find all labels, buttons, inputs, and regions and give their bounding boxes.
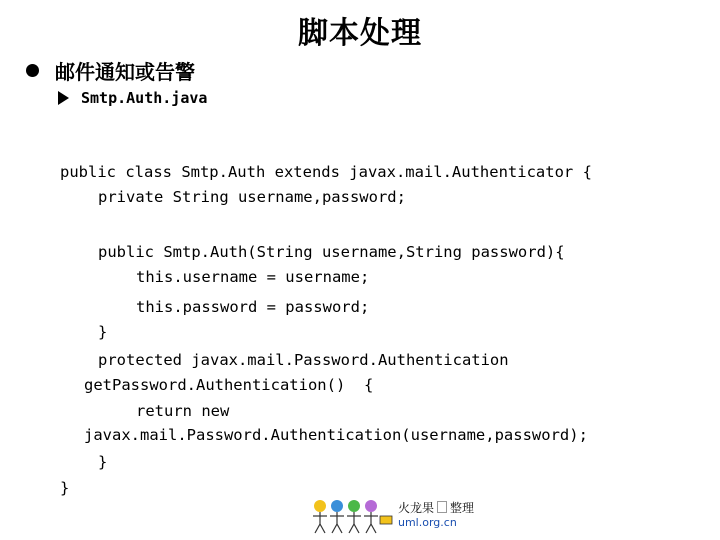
sub-bullet-item bbox=[58, 87, 207, 109]
code-line: protected javax.mail.Password.Authentication bbox=[98, 351, 509, 369]
arrow-bullet-icon bbox=[58, 91, 69, 105]
code-line: return new bbox=[136, 402, 230, 420]
code-line: public Smtp.Auth(String username,String password){ bbox=[98, 243, 565, 261]
code-line: getPassword.Authentication() { bbox=[84, 376, 374, 394]
code-line: } bbox=[60, 479, 70, 497]
sub-bullet-text: Smtp.Auth.java bbox=[81, 89, 208, 107]
code-line: javax.mail.Password.Authentication(username,password); bbox=[84, 426, 588, 444]
bullet-item bbox=[22, 56, 195, 84]
code-line: this.password = password; bbox=[136, 298, 370, 316]
code-line: } bbox=[98, 453, 108, 471]
logo-url-text: uml.org.cn bbox=[398, 516, 457, 529]
code-line: private String username,password; bbox=[98, 188, 406, 206]
bullet-dot-icon bbox=[26, 64, 39, 77]
bullet-text: 邮件通知或告警 bbox=[55, 59, 195, 84]
logo-text-cn: 火龙果 整理 bbox=[398, 501, 475, 515]
people-logo-icon bbox=[310, 496, 396, 536]
code-line: } bbox=[98, 323, 108, 341]
code-line: this.username = username; bbox=[136, 268, 370, 286]
watermark-logo bbox=[310, 496, 475, 536]
code-line: public class Smtp.Auth extends javax.mail.Authenticator { bbox=[60, 163, 592, 181]
slide-title: 脚本处理 bbox=[298, 16, 422, 51]
